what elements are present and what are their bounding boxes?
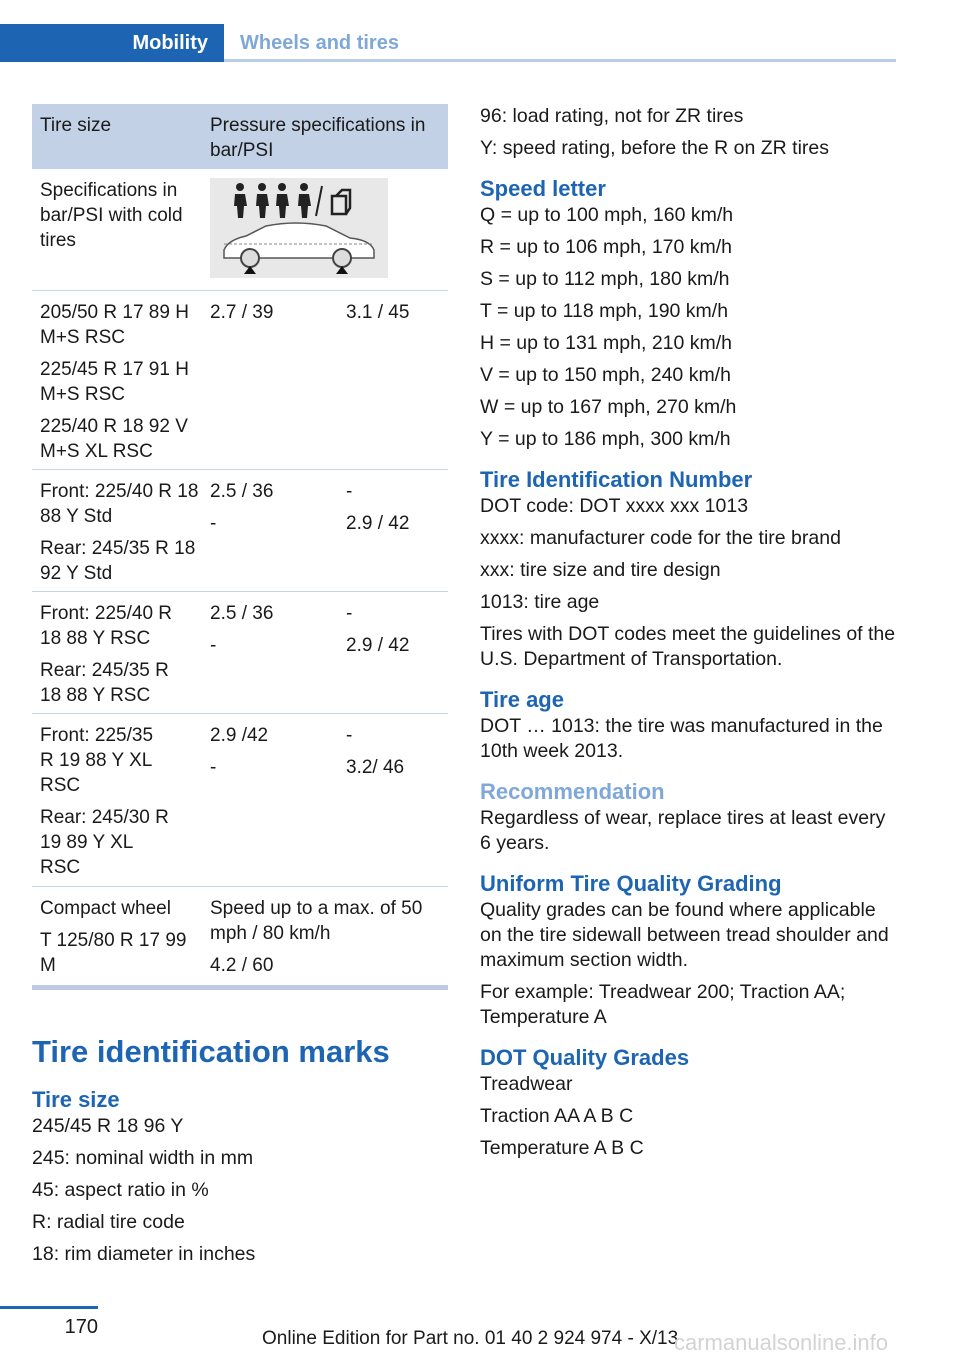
pressure-value: 3.1 / 45 xyxy=(346,302,410,323)
table-row xyxy=(32,714,448,887)
right-column xyxy=(480,104,900,1161)
table-row xyxy=(32,592,448,714)
pressure-value: 2.7 / 39 xyxy=(210,302,274,323)
text-line: DOT code: DOT xxxx xxx 1013 xyxy=(480,495,749,517)
text-line: Traction AA A B C xyxy=(480,1105,634,1127)
text-line: 96: load rating, not for ZR tires xyxy=(480,105,744,127)
footer-rule xyxy=(0,1306,98,1309)
text-line: Y: speed rating, before the R on ZR tires xyxy=(480,137,830,159)
compact-pressure: 4.2 / 60 xyxy=(210,955,274,976)
text-paragraph: For example: Treadwear 200; Traction AA; Temperature A xyxy=(480,981,846,1028)
page-number: 170 xyxy=(64,1316,98,1338)
text-line: R = up to 106 mph, 170 km/h xyxy=(480,236,733,258)
tire-size: Rear: 245/35 R 18 92 Y Std xyxy=(40,538,196,584)
table-row xyxy=(32,291,448,470)
text-line: W = up to 167 mph, 270 km/h xyxy=(480,396,737,418)
text-line: xxx: tire size and tire design xyxy=(480,559,721,581)
pressure-value: - xyxy=(210,635,217,656)
text-paragraph: DOT … 1013: the tire was manufactured in the 10th week 2013. xyxy=(480,715,883,762)
subheading-dot-grades: DOT Quality Grades xyxy=(480,1045,690,1070)
tire-size: 225/45 R 17 91 H M+S RSC xyxy=(40,359,189,405)
tire-size: Front: 225/40 R 18 88 Y RSC xyxy=(40,603,173,649)
spec-label: Specifications in bar/PSI with cold tires xyxy=(40,180,183,251)
col-header-pressure: Pressure specifications in bar/PSI xyxy=(210,115,426,161)
col-header-tire-size: Tire size xyxy=(40,115,112,136)
tire-size: Rear: 245/35 R 18 88 Y RSC xyxy=(40,660,169,706)
chapter-tab[interactable]: Wheels and tires xyxy=(240,32,399,54)
tire-size: Front: 225/40 R 18 88 Y Std xyxy=(40,481,199,527)
compact-note: Speed up to a max. of 50 mph / 80 km/h xyxy=(210,898,423,944)
text-paragraph: Tires with DOT codes meet the guidelines of the U.S. Department of Transportation. xyxy=(480,623,896,670)
text-line: 245: nominal width in mm xyxy=(32,1147,254,1169)
text-line: S = up to 112 mph, 180 km/h xyxy=(480,268,730,290)
text-line: Temperature A B C xyxy=(480,1137,644,1159)
watermark: carmanualsonline.info xyxy=(674,1330,889,1355)
pressure-value: 3.2/ 46 xyxy=(346,757,405,778)
page-header xyxy=(0,0,896,62)
subheading-tire-age: Tire age xyxy=(480,687,564,712)
compact-label: Compact wheel xyxy=(40,898,171,919)
pressure-value: - xyxy=(210,513,217,534)
separator-icon xyxy=(316,186,322,216)
subheading-recommendation: Recommendation xyxy=(480,779,665,804)
pressure-value: - xyxy=(346,603,353,624)
tire-size: 225/40 R 18 92 V M+S XL RSC xyxy=(40,416,188,462)
tire-size: Front: 225/35 R 19 88 Y XL RSC xyxy=(40,725,154,796)
subheading-utqg: Uniform Tire Quality Grading xyxy=(480,871,782,896)
text-line: R: radial tire code xyxy=(32,1211,185,1233)
table-row-compact xyxy=(32,887,448,985)
pressure-value: - xyxy=(346,725,353,746)
pressure-value: 2.5 / 36 xyxy=(210,603,274,624)
subheading-tire-size: Tire size xyxy=(32,1087,120,1112)
table-header xyxy=(32,104,448,169)
tire-size: Rear: 245/30 R 19 89 Y XL RSC xyxy=(40,807,169,878)
text-paragraph: Regardless of wear, replace tires at least every 6 years. xyxy=(480,807,886,854)
pressure-value: - xyxy=(346,481,353,502)
text-paragraph: Quality grades can be found where applicable on the tire sidewall between tread shoulder and maximum section width. xyxy=(480,899,889,971)
text-line: 45: aspect ratio in % xyxy=(32,1179,209,1201)
section-title: Tire identification marks xyxy=(32,1034,390,1069)
tire-marks-section xyxy=(32,1034,452,1267)
table-row-spec xyxy=(32,169,448,291)
pressure-value: 2.5 / 36 xyxy=(210,481,274,502)
text-line: H = up to 131 mph, 210 km/h xyxy=(480,332,733,354)
section-tab[interactable]: Mobility xyxy=(0,24,224,62)
compact-size: T 125/80 R 17 99 M xyxy=(40,930,187,976)
luggage-icon xyxy=(332,190,350,214)
text-line: Treadwear xyxy=(480,1073,573,1095)
occupancy-diagram xyxy=(210,178,388,278)
pressure-value: - xyxy=(210,757,217,778)
tire-pressure-table xyxy=(32,104,448,990)
pressure-value: 2.9 / 42 xyxy=(346,513,410,534)
tire-size: 205/50 R 17 89 H M+S RSC xyxy=(40,302,189,348)
text-line: 18: rim diameter in inches xyxy=(32,1243,256,1265)
header-rule xyxy=(224,59,896,62)
table-row xyxy=(32,470,448,592)
pressure-value: 2.9 /42 xyxy=(210,725,269,746)
subheading-speed-letter: Speed letter xyxy=(480,176,606,201)
text-line: Q = up to 100 mph, 160 km/h xyxy=(480,204,734,226)
edition-text: Online Edition for Part no. 01 40 2 924 974 - X/13 xyxy=(262,1328,679,1349)
text-line: V = up to 150 mph, 240 km/h xyxy=(480,364,731,386)
text-line: Y = up to 186 mph, 300 km/h xyxy=(480,428,731,450)
subheading-tin: Tire Identification Number xyxy=(480,467,753,492)
text-line: 1013: tire age xyxy=(480,591,600,613)
occupant-figures-icon xyxy=(234,183,311,218)
pressure-value: 2.9 / 42 xyxy=(346,635,410,656)
text-line: T = up to 118 mph, 190 km/h xyxy=(480,300,729,322)
text-line: xxxx: manufacturer code for the tire brand xyxy=(480,527,841,549)
table-end-rule xyxy=(32,985,448,990)
car-side-icon xyxy=(224,223,374,274)
text-line: 245/45 R 18 96 Y xyxy=(32,1115,184,1137)
